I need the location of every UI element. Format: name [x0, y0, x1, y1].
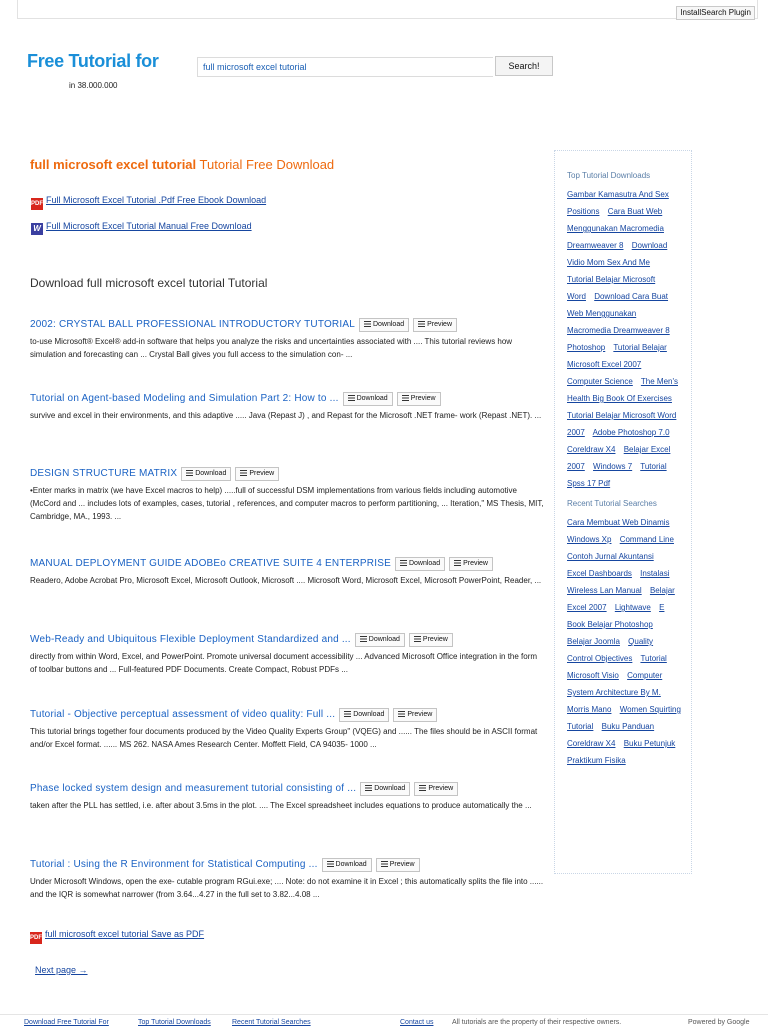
recent-search-link[interactable]: Women Squirting Tutorial	[567, 705, 681, 731]
recent-search-link[interactable]: Contoh Jurnal Akuntansi	[567, 552, 654, 561]
section-title: Download full microsoft excel tutorial Tutorial	[30, 276, 268, 290]
top-download-link[interactable]: Belajar Excel 2007	[567, 445, 671, 471]
top-download-link[interactable]: Adobe Photoshop 7.0	[592, 428, 670, 437]
list-icon	[327, 861, 334, 867]
top-download-link[interactable]: Tutorial Belajar Microsoft Word 2007	[567, 411, 677, 437]
top-download-link[interactable]: Windows 7	[593, 462, 633, 471]
word-icon: W	[31, 223, 43, 235]
recent-search-link[interactable]: Lightwave	[614, 603, 651, 612]
top-download-link[interactable]: Cara Buat Web Menggunakan Macromedia Dreamweaver 8	[567, 207, 664, 250]
result-snippet: directly from within Word, Excel, and PowerPoint. Promote universal document accessibility ... Advanced Microsoft Office integration in the form of toolbar buttons and ... Full-featured PDF Documents. Create Compact, Robust PDFs ...	[30, 652, 538, 674]
heading-keyword: full microsoft excel tutorial	[30, 157, 197, 172]
result-title-link[interactable]: MANUAL DEPLOYMENT GUIDE ADOBEo CREATIVE SUITE 4 ENTERPRISE	[30, 558, 391, 570]
result-snippet: to-use Microsoft® Excel® add-in software that helps you analyze the risks and uncertainties associated with .... This tutorial reviews how simulation and forecasting can ... Crystal Ball gives you full access to the simulation con- ...	[30, 337, 513, 359]
list-icon	[418, 321, 425, 327]
pdf-download-link[interactable]	[31, 195, 266, 210]
top-download-link[interactable]: Computer Science	[567, 377, 633, 386]
result-snippet: survive and excel in their environments, and this adaptive ..... Java (Repast J) , and Repast for the Microsoft .NET frame- work (Repast .NET). ...	[30, 411, 542, 420]
manual-download-link[interactable]	[31, 221, 252, 235]
top-download-link[interactable]: Gambar Kamasutra And Sex Positions	[567, 190, 669, 216]
recent-searches-list	[567, 514, 681, 769]
result-snippet: Under Microsoft Windows, open the exe- cutable program RGui.exe; .... Note: do not examine it in Excel ; this automatically splits the file into ...... and the IQR is somewhat narrower (from 3.64...4.27 in the full set to 3.82...4.08 ...	[30, 877, 544, 899]
footer-link-recent-searches[interactable]: Recent Tutorial Searches	[232, 1019, 311, 1026]
recent-search-link[interactable]: Belajar Joomla	[567, 637, 620, 646]
top-bar	[17, 0, 758, 19]
recent-search-link[interactable]: Cara Membuat Web Dinamis	[567, 518, 670, 527]
download-button[interactable]: Download	[359, 318, 409, 332]
recent-search-link[interactable]: Tutorial Microsoft Visio	[567, 654, 667, 680]
site-logo[interactable]: Free Tutorial for	[27, 51, 159, 71]
result-snippet: This tutorial brings together four documents produced by the Video Quality Experts Group" (VQEG) and ...... The files should be in ASCII format and/or Excel format. ...... MS 262. NASA Ames Research Center. Moffett Field, CA 94035- 1000 ...	[30, 727, 538, 749]
recent-search-link[interactable]: Belajar Excel 2007	[567, 586, 675, 612]
list-icon	[400, 560, 407, 566]
download-button[interactable]: Download	[322, 858, 372, 872]
result-item	[30, 316, 545, 361]
pdf-icon: PDF	[31, 198, 43, 210]
next-page-link[interactable]: Next page →	[35, 965, 88, 975]
footer-link-home[interactable]: Download Free Tutorial For	[24, 1019, 109, 1026]
recent-searches-title: Recent Tutorial Searches	[567, 499, 657, 508]
recent-search-link[interactable]: Quality Control Objectives	[567, 637, 654, 663]
recent-search-link[interactable]: Buku Panduan Coreldraw X4	[567, 722, 655, 748]
top-download-link[interactable]: Download Vidio Mom Sex And Me	[567, 241, 668, 267]
download-button[interactable]: Download	[355, 633, 405, 647]
download-button[interactable]: Download	[395, 557, 445, 571]
top-download-link[interactable]: Tutorial Spss 17 Pdf	[567, 462, 667, 488]
list-icon	[364, 321, 371, 327]
page-heading	[30, 157, 334, 172]
preview-button[interactable]: Preview	[413, 318, 457, 332]
result-item	[30, 780, 545, 812]
result-item	[30, 465, 545, 523]
top-downloads-list	[567, 186, 681, 492]
result-item	[30, 856, 545, 901]
list-icon	[186, 470, 193, 476]
footer-link-contact[interactable]: Contact us	[400, 1019, 434, 1026]
logo-subtitle: in 38.000.000	[69, 81, 118, 90]
list-icon	[344, 711, 351, 717]
preview-button[interactable]: Preview	[376, 858, 420, 872]
pdf-download-label: Full Microsoft Excel Tutorial .Pdf Free Ebook Download	[46, 195, 267, 205]
preview-button[interactable]: Preview	[393, 708, 437, 722]
list-icon	[419, 785, 426, 791]
heading-rest: Tutorial Free Download	[196, 157, 335, 172]
sidebar	[554, 150, 692, 874]
list-icon	[398, 711, 405, 717]
list-icon	[381, 861, 388, 867]
result-title-link[interactable]: Tutorial : Using the R Environment for Statistical Computing ...	[30, 859, 318, 871]
result-item	[30, 631, 545, 676]
result-title-link[interactable]: Tutorial on Agent-based Modeling and Simulation Part 2: How to ...	[30, 393, 339, 405]
recent-search-link[interactable]: Computer System Architecture By M. Morris Mano	[567, 671, 663, 714]
footer-link-top-downloads[interactable]: Top Tutorial Downloads	[138, 1019, 211, 1026]
top-download-link[interactable]: Tutorial Belajar Microsoft Word	[567, 275, 656, 301]
download-button[interactable]: Download	[343, 392, 393, 406]
recent-search-link[interactable]: Instalasi Wireless Lan Manual	[567, 569, 670, 595]
top-downloads-title: Top Tutorial Downloads	[567, 171, 651, 180]
save-as-pdf-link[interactable]	[30, 929, 204, 944]
manual-download-label: Full Microsoft Excel Tutorial Manual Free Download	[46, 221, 252, 231]
list-icon	[360, 636, 367, 642]
preview-button[interactable]: Preview	[409, 633, 453, 647]
preview-button[interactable]: Preview	[397, 392, 441, 406]
result-title-link[interactable]: 2002: CRYSTAL BALL PROFESSIONAL INTRODUCTORY TUTORIAL	[30, 319, 355, 331]
list-icon	[454, 560, 461, 566]
result-snippet: taken after the PLL has settled, i.e. after about 3.5ms in the plot. .... The Excel spreadsheet includes equations to produce automatically the ...	[30, 801, 532, 810]
search-button[interactable]: Search!	[495, 56, 553, 76]
recent-search-link[interactable]: E Book Belajar Photoshop	[567, 603, 665, 629]
preview-button[interactable]: Preview	[449, 557, 493, 571]
result-title-link[interactable]: DESIGN STRUCTURE MATRIX	[30, 468, 178, 480]
result-snippet: •Enter marks in matrix (we have Excel macros to help) .....full of successful DSM implementations from various fields including automotive (McCord and ... includes lots of examples, cases, tutorial , references, and computer macros to perform partitioning, ... Iteration," MS Thesis, MIT, Cambridge, MA., 1993. ...	[30, 486, 544, 521]
install-search-plugin-button[interactable]: InstallSearch Plugin	[676, 6, 755, 20]
list-icon	[240, 470, 247, 476]
list-icon	[414, 636, 421, 642]
save-as-pdf-label: full microsoft excel tutorial Save as PDF	[45, 929, 205, 939]
top-download-link[interactable]: Coreldraw X4	[567, 445, 616, 454]
list-icon	[348, 395, 355, 401]
list-icon	[365, 785, 372, 791]
recent-search-link[interactable]: Windows Xp	[567, 535, 612, 544]
result-title-link[interactable]: Phase locked system design and measurement tutorial consisting of ...	[30, 783, 357, 795]
result-item	[30, 706, 545, 751]
result-item	[30, 555, 545, 587]
list-icon	[402, 395, 409, 401]
footer-note: All tutorials are the property of their respective owners.	[452, 1019, 622, 1026]
result-item	[30, 390, 545, 422]
pdf-icon: PDF	[30, 932, 42, 944]
recent-search-link[interactable]: Excel Dashboards	[567, 569, 632, 578]
download-button[interactable]: Download	[339, 708, 389, 722]
download-button[interactable]: Download	[181, 467, 231, 481]
footer	[0, 1014, 768, 1024]
download-button[interactable]: Download	[360, 782, 410, 796]
top-download-link[interactable]: Photoshop	[567, 343, 606, 352]
result-title-link[interactable]: Tutorial - Objective perceptual assessment of video quality: Full ...	[30, 709, 336, 721]
result-snippet: Readero, Adobe Acrobat Pro, Microsoft Excel, Microsoft Outlook, Microsoft .... Microsoft Word, Microsoft Excel, Microsoft PowerPoint, Reader, ...	[30, 576, 542, 585]
recent-search-link[interactable]: Buku Petunjuk Praktikum Fisika	[567, 739, 676, 765]
result-title-link[interactable]: Web-Ready and Ubiquitous Flexible Deployment Standardized and ...	[30, 634, 351, 646]
preview-button[interactable]: Preview	[235, 467, 279, 481]
top-download-link[interactable]: Tutorial Belajar Microsoft Excel 2007	[567, 343, 667, 369]
footer-brand: Powered by Google	[688, 1019, 750, 1026]
search-input[interactable]: full microsoft excel tutorial	[197, 57, 493, 77]
top-download-link[interactable]: Download Cara Buat Web Menggunakan Macromedia Dreamweaver 8	[567, 292, 670, 335]
preview-button[interactable]: Preview	[414, 782, 458, 796]
recent-search-link[interactable]: Command Line	[619, 535, 674, 544]
top-download-link[interactable]: The Men's Health Big Book Of Exercises	[567, 377, 678, 403]
